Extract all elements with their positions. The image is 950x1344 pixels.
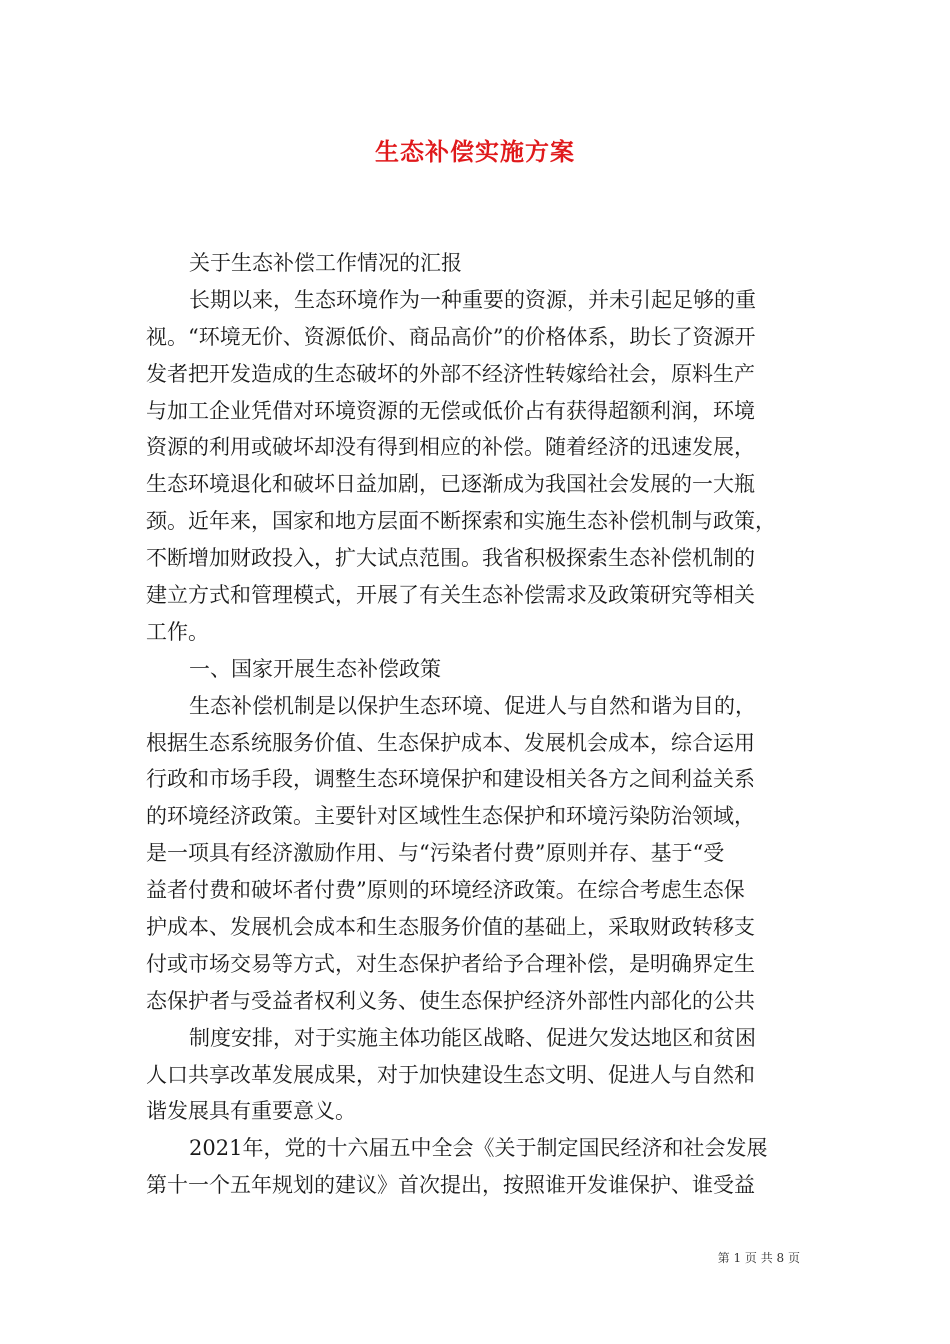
text-line: 建立方式和管理模式，开展了有关生态补偿需求及政策研究等相关 xyxy=(146,583,755,608)
text-line: 颈。近年来，国家和地方层面不断探索和实施生态补偿机制与政策， xyxy=(146,509,776,534)
text-line: 付或市场交易等方式，对生态保护者给予合理补偿，是明确界定生 xyxy=(146,951,755,976)
text-line: 生态环境退化和破坏日益加剧，已逐渐成为我国社会发展的一大瓶 xyxy=(146,472,755,497)
text-line: 资源的利用或破坏却没有得到相应的补偿。随着经济的迅速发展， xyxy=(146,435,755,460)
text-line: 第十一个五年规划的建议》首次提出，按照谁开发谁保护、谁受益 xyxy=(146,1173,755,1198)
text-line: 与加工企业凭借对环境资源的无偿或低价占有获得超额利润，环境 xyxy=(146,398,755,423)
text-line: 视。“环境无价、资源低价、商品高价”的价格体系，助长了资源开 xyxy=(146,324,756,349)
text-line: 的环境经济政策。主要针对区域性生态保护和环境污染防治领域， xyxy=(146,804,755,829)
document-body xyxy=(146,245,810,1204)
text-line: 护成本、发展机会成本和生态服务价值的基础上，采取财政转移支 xyxy=(146,915,755,940)
text-line: 谐发展具有重要意义。 xyxy=(146,1099,356,1124)
text-line: 2021年，党的十六届五中全会《关于制定国民经济和社会发展 xyxy=(189,1136,768,1161)
text-line: 不断增加财政投入，扩大试点范围。我省积极探索生态补偿机制的 xyxy=(146,546,755,571)
text-line: 制度安排，对于实施主体功能区战略、促进欠发达地区和贫困 xyxy=(189,1025,756,1050)
text-line: 长期以来，生态环境作为一种重要的资源，并未引起足够的重 xyxy=(189,287,756,312)
text-line: 生态补偿机制是以保护生态环境、促进人与自然和谐为目的， xyxy=(189,693,756,718)
text-line: 态保护者与受益者权利义务、使生态保护经济外部性内部化的公共 xyxy=(146,988,755,1013)
text-line: 人口共享改革发展成果，对于加快建设生态文明、促进人与自然和 xyxy=(146,1062,755,1087)
text-line: 关于生态补偿工作情况的汇报 xyxy=(189,251,462,275)
text-line: 一、国家开展生态补偿政策 xyxy=(189,656,441,681)
text-line: 是一项具有经济激励作用、与“污染者付费”原则并存、基于“受 xyxy=(146,841,725,866)
text-line: 发者把开发造成的生态破坏的外部不经济性转嫁给社会，原料生产 xyxy=(146,361,755,386)
text-line: 工作。 xyxy=(146,619,209,644)
document-title: 生态补偿实施方案 xyxy=(375,138,575,166)
text-line: 益者付费和破坏者付费”原则的环境经济政策。在综合考虑生态保 xyxy=(146,878,745,903)
text-line: 根据生态系统服务价值、生态保护成本、发展机会成本，综合运用 xyxy=(146,730,755,755)
text-line: 行政和市场手段，调整生态环境保护和建设相关各方之间利益关系 xyxy=(146,767,755,792)
page-number: 第 1 页 共 8 页 xyxy=(717,1251,800,1265)
